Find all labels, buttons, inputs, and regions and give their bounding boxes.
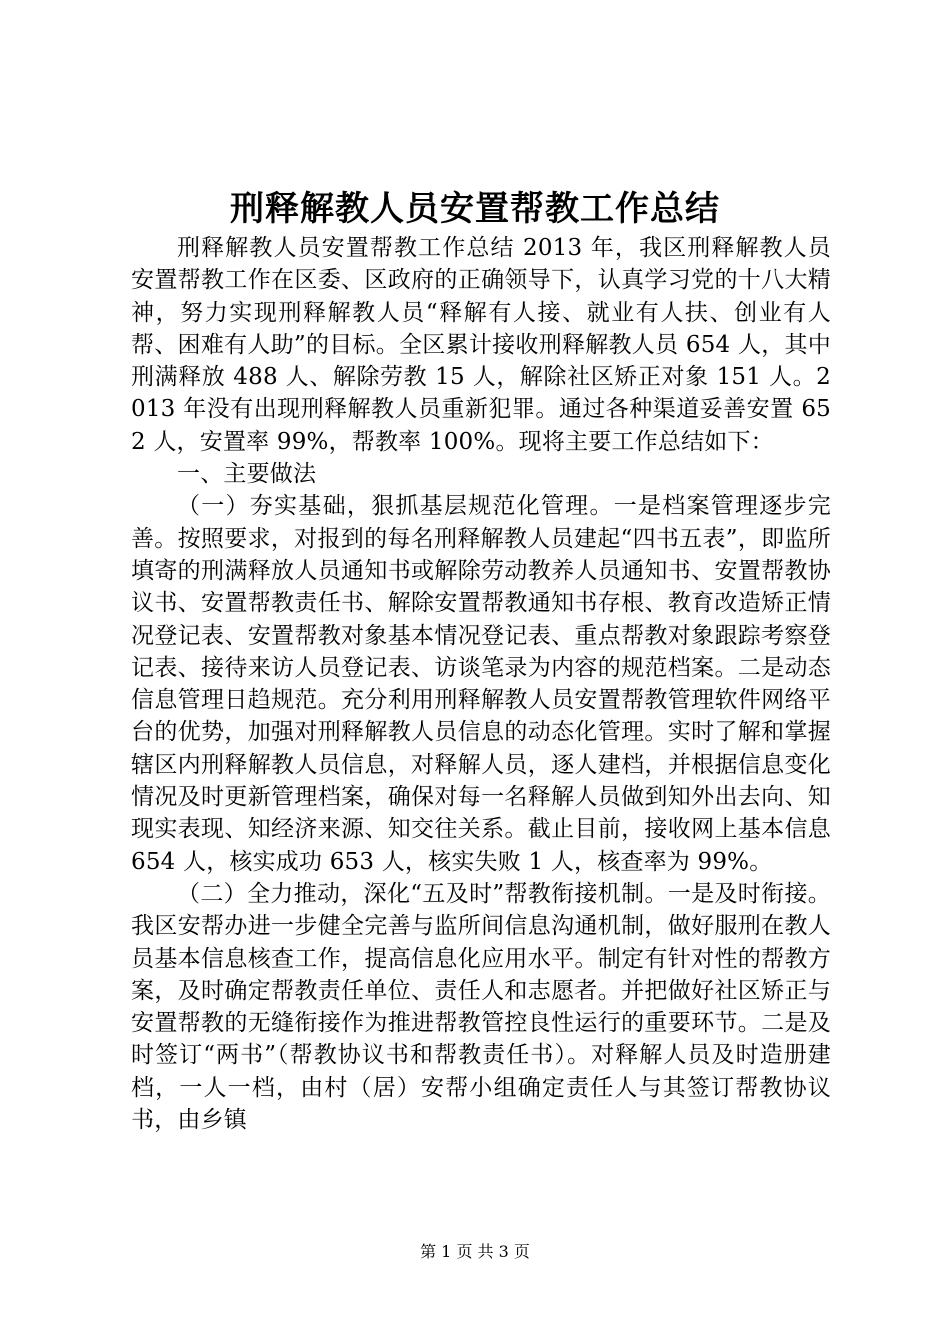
page-footer: 第 1 页 共 3 页: [420, 1242, 530, 1261]
document-body: [131, 232, 831, 1136]
paragraph-section-1: （一）夯实基础，狠抓基层规范化管理。一是档案管理逐步完善。按照要求，对报到的每名刑释解教人员建起“四书五表”，即监所填寄的刑满释放人员通知书或解除劳动教养人员通知书、安置帮教协议书、安置帮教责任书、解除安置帮教通知书存根、教育改造矫正情况登记表、安置帮教对象基本情况登记表、重点帮教对象跟踪考察登记表、接待来访人员登记表、访谈笔录为内容的规范档案。二是动态信息管理日趋规范。充分利用刑释解教人员安置帮教管理软件网络平台的优势，加强对刑释解教人员信息的动态化管理。实时了解和掌握辖区内刑释解教人员信息，对释解人员，逐人建档，并根据信息变化情况及时更新管理档案，确保对每一名释解人员做到知外出去向、知现实表现、知经济来源、知交往关系。截止目前，接收网上基本信息 654 人，核实成功 653 人，核实失败 1 人，核查率为 99%。: [131, 493, 831, 875]
paragraph-intro: 刑释解教人员安置帮教工作总结 2013 年，我区刑释解教人员安置帮教工作在区委、区政府的正确领导下，认真学习党的十八大精神，努力实现刑释解教人员“释解有人接、就业有人扶、创业有人帮、困难有人助”的目标。全区累计接收刑释解教人员 654 人，其中刑满释放 488 人、解除劳教 15 人，解除社区矫正对象 151 人。2013 年没有出现刑释解教人员重新犯罪。通过各种渠道妥善安置 652 人，安置率 99%，帮教率 100%。现将主要工作总结如下：: [131, 235, 831, 455]
document-title: 刑释解教人员安置帮教工作总结: [230, 189, 720, 229]
section-heading-main-practices: 一、主要做法: [177, 461, 317, 488]
paragraph-section-2: （二）全力推动，深化“五及时”帮教衔接机制。一是及时衔接。我区安帮办进一步健全完善与监所间信息沟通机制，做好服刑在教人员基本信息核查工作，提高信息化应用水平。制定有针对性的帮教方案，及时确定帮教责任单位、责任人和志愿者。并把做好社区矫正与安置帮教的无缝衔接作为推进帮教管控良性运行的重要环节。二是及时签订“两书”（帮教协议书和帮教责任书）。对释解人员及时造册建档，一人一档，由村（居）安帮小组确定责任人与其签订帮教协议书，由乡镇: [131, 880, 831, 1134]
